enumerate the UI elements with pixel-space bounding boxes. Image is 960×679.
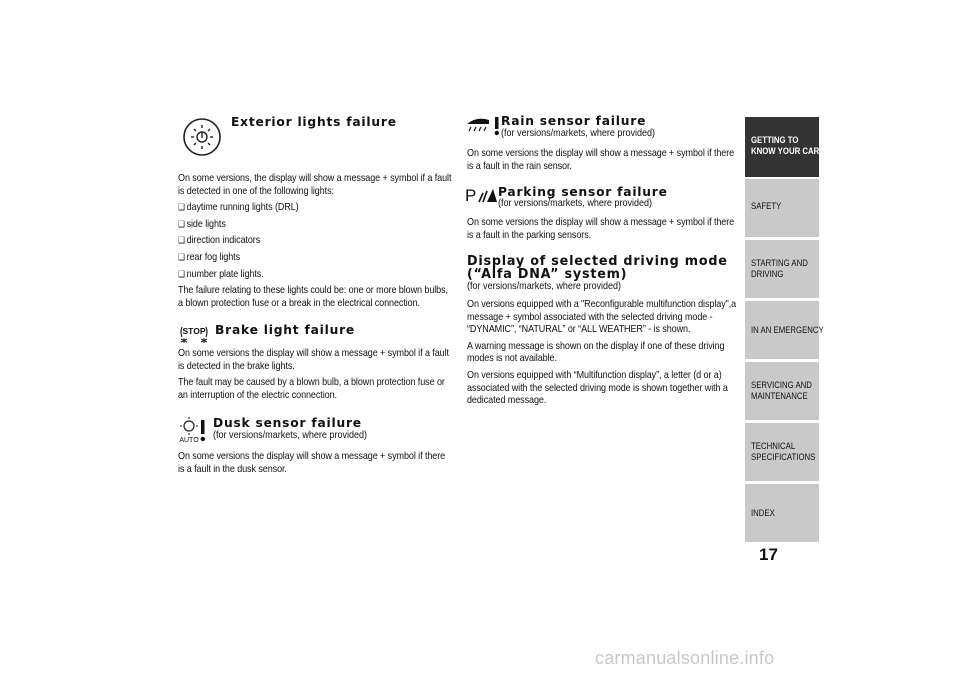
list-item: ❏ side lights xyxy=(178,218,451,231)
tab-in-an-emergency[interactable] xyxy=(745,301,824,359)
dna-p1: On versions equipped with a "Reconfigurable multifunction display",a message + symbol associated with the selected driving mode - “DYNAMIC”, “NATURAL” or “ALL WEATHER” - is shown. xyxy=(467,298,737,336)
brake-icon-text: STOP xyxy=(182,326,206,336)
tab-label-line2: KNOW YOUR CAR xyxy=(751,146,820,157)
tab-label-line2: DRIVING xyxy=(751,269,784,280)
dusk-icon-text: AUTO xyxy=(179,437,199,444)
tab-label-line2: SPECIFICATIONS xyxy=(751,452,816,463)
tab-getting-to-know-your-car[interactable] xyxy=(745,117,819,177)
tab-starting-and-driving[interactable] xyxy=(745,240,819,298)
rain-sensor-failure-icon xyxy=(465,114,501,138)
rain-sensor-subtitle: (for versions/markets, where provided) xyxy=(501,127,656,139)
rain-sensor-section xyxy=(467,147,740,176)
rain-sensor-title: Rain sensor failure xyxy=(501,113,647,128)
tab-servicing-and-maintenance[interactable] xyxy=(745,362,819,420)
tab-label-line1: INDEX xyxy=(751,508,775,519)
tab-label-line1: SERVICING AND xyxy=(751,380,812,391)
svg-text:P: P xyxy=(465,186,477,205)
dna-title-line2: (“Alfa DNA” system) xyxy=(467,267,628,282)
dna-title-line1: Display of selected driving mode xyxy=(467,254,728,269)
brake-light-p2: The fault may be caused by a blown bulb, a blown protection fuse or an interruption of the electric connection. xyxy=(178,376,445,401)
dna-p2: A warning message is shown on the display if one of these driving modes is not available. xyxy=(467,339,725,365)
tab-label-line1: SAFETY xyxy=(751,201,782,212)
brake-light-failure-icon xyxy=(178,323,210,345)
tab-safety[interactable] xyxy=(745,179,819,237)
exterior-lights-intro: On some versions, the display will show a message + symbol if a fault is detected in one of the following lights: xyxy=(178,172,452,197)
parking-sensor-p1: On some versions the display will show a message + symbol if there is a fault in the parking sensors. xyxy=(467,216,735,241)
dusk-sensor-p1: On some versions the display will show a message + symbol if there is a fault in the dusk sensor. xyxy=(178,450,446,475)
list-item: ❏ rear fog lights xyxy=(178,251,451,264)
tab-index[interactable] xyxy=(745,484,819,542)
exterior-lights-title: Exterior lights failure xyxy=(231,114,397,129)
dusk-sensor-failure-icon xyxy=(179,416,211,444)
parking-sensor-title: Parking sensor failure xyxy=(498,184,668,199)
parking-sensor-section xyxy=(467,216,740,245)
exterior-lights-section xyxy=(178,172,451,313)
tab-label-line1: IN AN EMERGENCY xyxy=(751,325,824,336)
brake-light-p1: On some versions the display will show a message + symbol if a fault is detected in the brake lights. xyxy=(178,347,449,372)
exterior-lights-list xyxy=(178,201,451,280)
dna-subtitle: (for versions/markets, where provided) xyxy=(467,280,622,292)
tab-label-line1: STARTING AND xyxy=(751,258,808,269)
brake-light-section xyxy=(178,347,451,405)
dusk-sensor-subtitle: (for versions/markets, where provided) xyxy=(213,429,368,441)
tab-label-line2: MAINTENANCE xyxy=(751,391,808,402)
parking-sensor-subtitle: (for versions/markets, where provided) xyxy=(498,197,653,209)
dusk-sensor-section xyxy=(178,450,451,479)
tab-label-line1: GETTING TO xyxy=(751,135,799,146)
dna-section xyxy=(467,298,740,411)
page-number: 17 xyxy=(759,545,778,564)
parking-sensor-failure-icon xyxy=(465,185,497,205)
dna-p3: On versions equipped with “Multifunction display”, a letter (d or a) associated with the selected driving mode is shown together with a dedicated message. xyxy=(467,368,728,407)
tab-technical-specifications[interactable] xyxy=(745,423,819,481)
rain-sensor-p1: On some versions the display will show a message + symbol if there is a fault in the rain sensor. xyxy=(467,147,735,172)
list-item: ❏ daytime running lights (DRL) xyxy=(178,201,451,214)
tab-label-line1: TECHNICAL xyxy=(751,441,796,452)
list-item: ❏ direction indicators xyxy=(178,234,451,247)
exterior-lights-failure-icon xyxy=(183,117,221,157)
list-item: ❏ number plate lights. xyxy=(178,268,451,281)
dusk-sensor-title: Dusk sensor failure xyxy=(213,415,362,430)
brake-light-title: Brake light failure xyxy=(215,322,356,337)
watermark: carmanualsonline.info xyxy=(595,648,775,668)
exterior-lights-note: The failure relating to these lights could be: one or more blown bulbs, a blown protection fuse or a break in the electrical connection. xyxy=(178,284,448,309)
